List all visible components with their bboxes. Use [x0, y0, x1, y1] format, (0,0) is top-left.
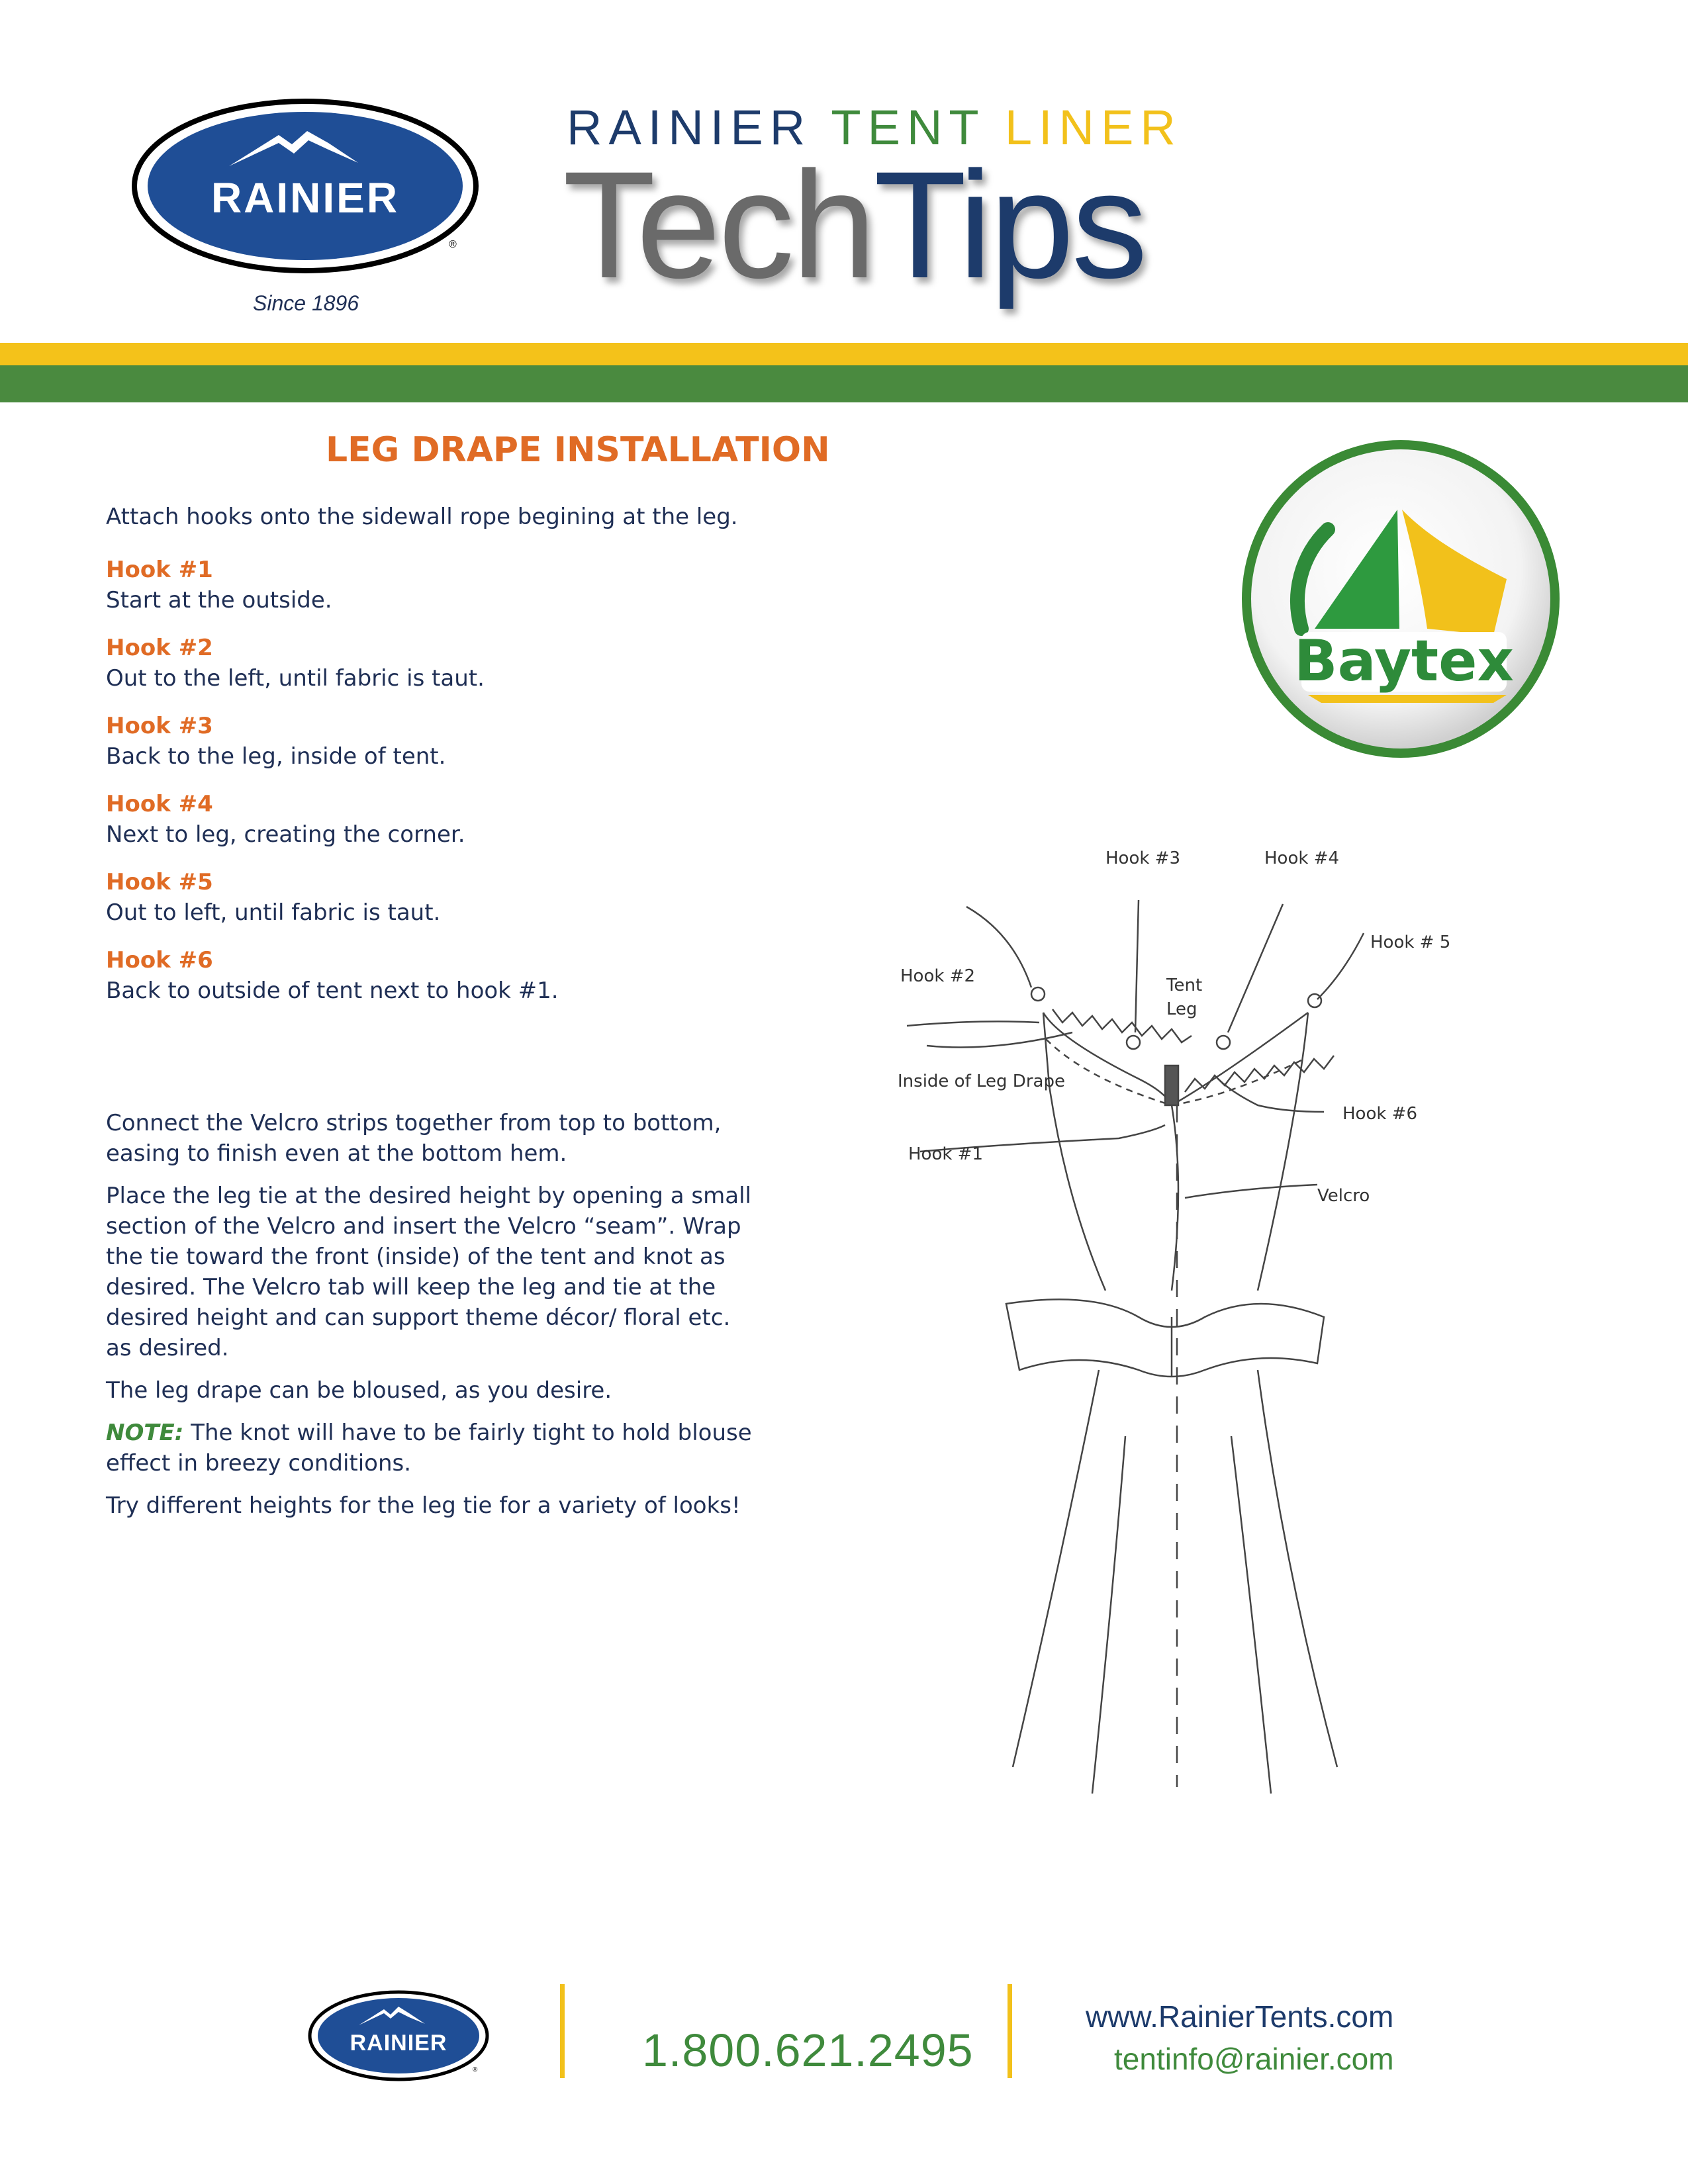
- email-link[interactable]: tentinfo@rainier.com: [1114, 2042, 1394, 2076]
- step-label: Hook #5: [106, 869, 213, 895]
- step-item: [106, 945, 768, 1006]
- label-hook-6: Hook #6: [1342, 1104, 1418, 1124]
- note-label: NOTE:: [106, 1420, 184, 1446]
- logo-text: RAINIER: [211, 174, 400, 222]
- rainier-logo: [130, 97, 487, 282]
- step-item: [106, 633, 768, 694]
- note-paragraph: [106, 1418, 755, 1479]
- label-hook-4: Hook #4: [1264, 848, 1340, 868]
- baytex-badge: [1229, 437, 1573, 768]
- step-label: Hook #4: [106, 791, 213, 817]
- velcro-paragraph: Connect the Velcro strips together from top to bottom, easing to finish even at the bottom hem.: [106, 1110, 722, 1167]
- instructions-notes: [106, 1108, 755, 1533]
- step-text: Start at the outside.: [106, 587, 332, 614]
- website-link[interactable]: www.RainierTents.com: [1086, 1999, 1394, 2034]
- step-label: Hook #1: [106, 557, 213, 583]
- step-text: Out to left, until fabric is taut.: [106, 899, 441, 926]
- label-hook-2: Hook #2: [900, 966, 976, 986]
- step-text: Back to the leg, inside of tent.: [106, 743, 446, 770]
- note-text: The knot will have to be fairly tight to hold blouse effect in breezy conditions.: [106, 1420, 752, 1477]
- label-leg: Leg: [1166, 999, 1197, 1019]
- blouse-paragraph: The leg drape can be bloused, as you desire.: [106, 1377, 612, 1404]
- label-hook-1: Hook #1: [908, 1144, 984, 1164]
- title-tech: Tech: [563, 140, 874, 310]
- step-text: Back to outside of tent next to hook #1.: [106, 978, 559, 1004]
- label-hook-3: Hook #3: [1105, 848, 1181, 868]
- svg-text:®: ®: [449, 239, 457, 250]
- brand-word-liner: LINER: [1004, 100, 1182, 155]
- brand-word-tent: TENT: [831, 100, 985, 155]
- label-velcro: Velcro: [1317, 1186, 1370, 1206]
- step-item: [106, 711, 768, 772]
- green-stripe: [0, 365, 1688, 402]
- hook-steps: [106, 555, 768, 1023]
- step-text: Out to the left, until fabric is taut.: [106, 665, 485, 692]
- step-text: Next to leg, creating the corner.: [106, 821, 465, 848]
- footer-divider: [560, 1984, 565, 2078]
- since-text: Since 1896: [253, 291, 359, 315]
- footer-rainier-logo: [306, 1988, 491, 2087]
- step-label: Hook #3: [106, 713, 213, 739]
- section-title: LEG DRAPE INSTALLATION: [326, 430, 830, 470]
- svg-text:®: ®: [473, 2066, 478, 2073]
- step-label: Hook #2: [106, 635, 213, 661]
- step-item: [106, 555, 768, 615]
- step-item: [106, 789, 768, 850]
- intro-text: Attach hooks onto the sidewall rope begining at the leg.: [106, 504, 738, 530]
- title-tips: Tips: [873, 140, 1145, 310]
- label-tent: Tent: [1166, 976, 1203, 995]
- leg-drape-diagram: [861, 841, 1489, 1833]
- brand-word-rainier: RAINIER: [567, 100, 812, 155]
- label-hook-5: Hook # 5: [1370, 933, 1451, 952]
- leg-tie-paragraph: Place the leg tie at the desired height by opening a small section of the Velcro and insert the Velcro “seam”. Wrap the tie toward the front (inside) of the tent and knot as desired. The Velcro tab will keep the leg and tie at the desired height and can support theme décor/ floral etc. as desired.: [106, 1183, 751, 1361]
- footer-divider: [1008, 1984, 1012, 2078]
- badge-text: Baytex: [1294, 628, 1514, 694]
- tip-paragraph: Try different heights for the leg tie for a variety of looks!: [106, 1492, 741, 1519]
- step-item: [106, 867, 768, 928]
- label-inside-of-leg-drape: Inside of Leg Drape: [898, 1071, 1065, 1091]
- footer-logo-text: RAINIER: [350, 2030, 447, 2056]
- page-title: [563, 140, 1145, 310]
- step-label: Hook #6: [106, 947, 213, 974]
- yellow-stripe: [0, 343, 1688, 365]
- phone-number[interactable]: 1.800.621.2495: [642, 2025, 974, 2076]
